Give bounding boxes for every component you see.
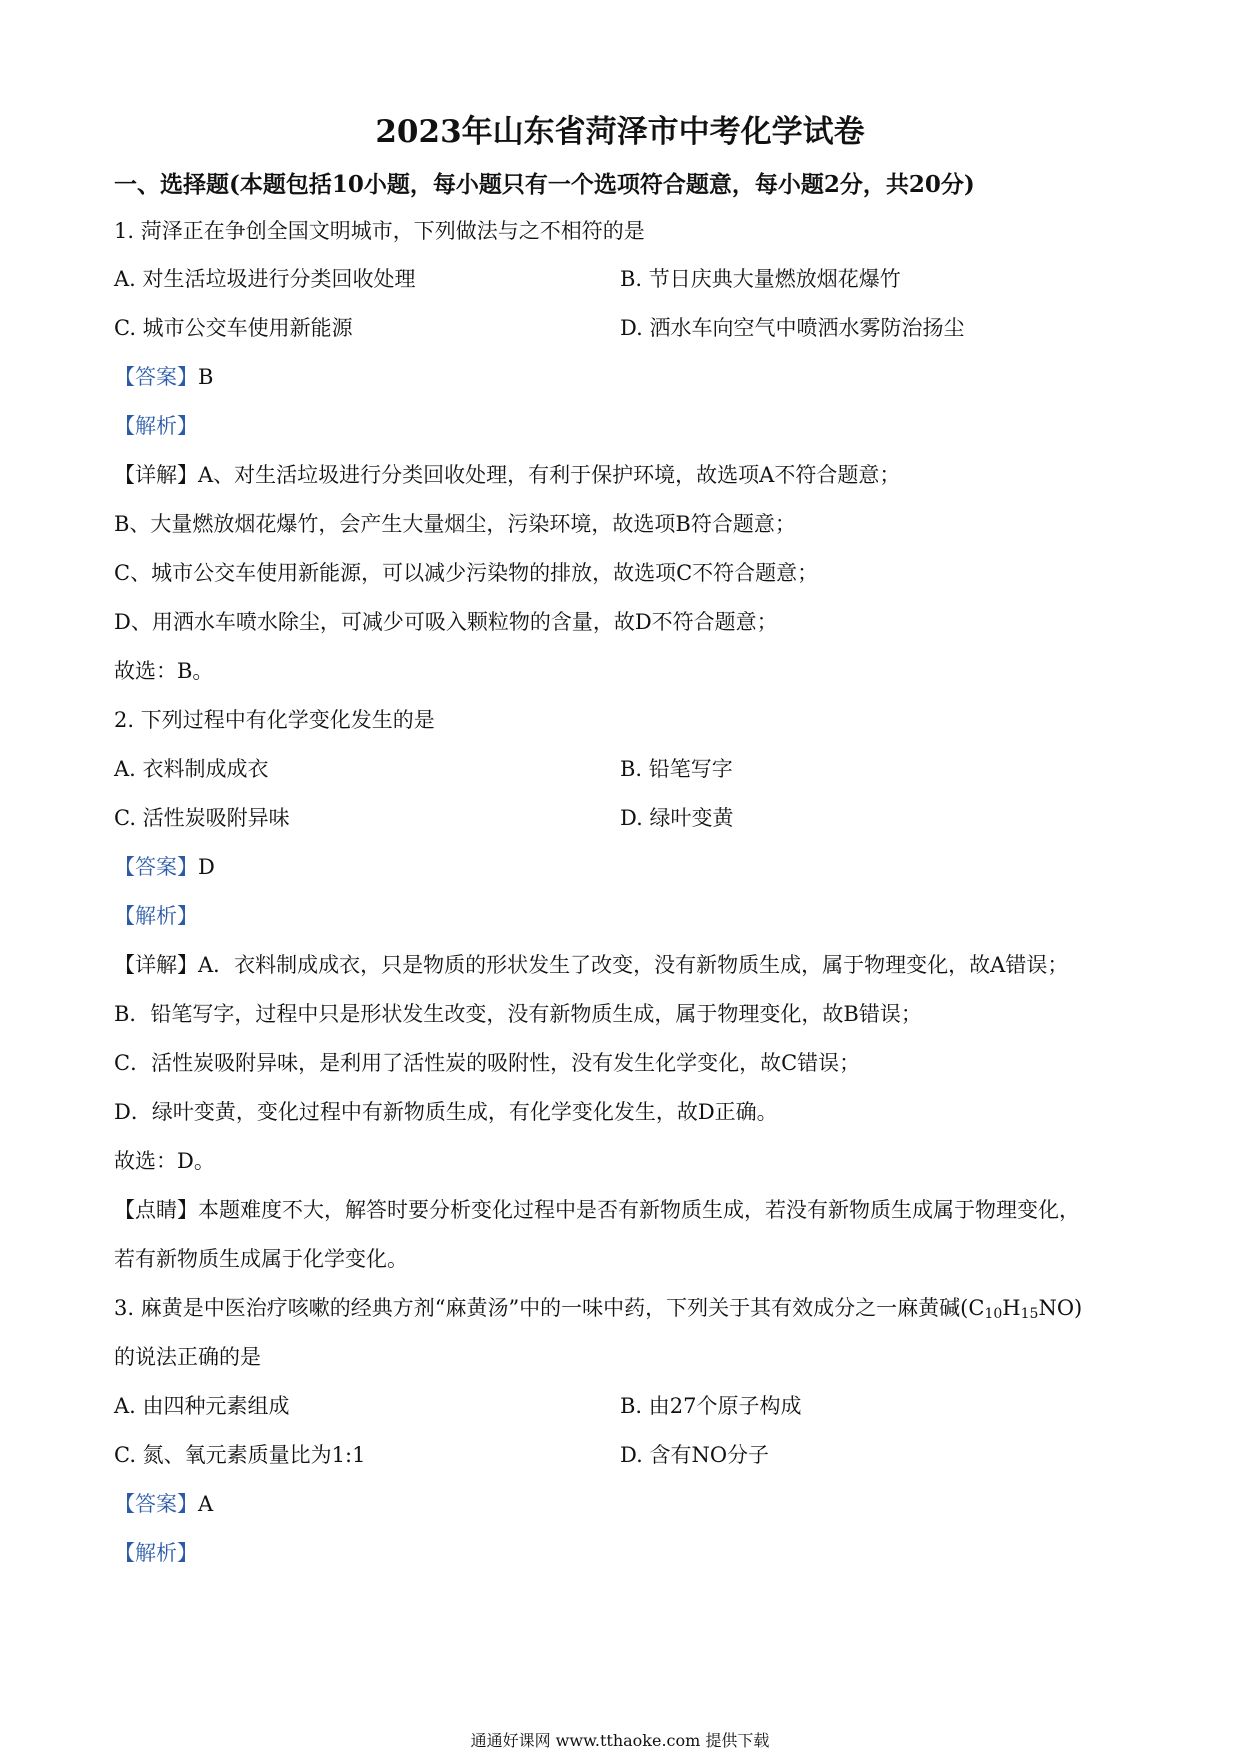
q2-stem: 2. 下列过程中有化学变化发生的是 [114, 708, 435, 732]
analysis-tag: 【解析】 [114, 1541, 198, 1565]
q3-stem-pre: 3. 麻黄是中医治疗咳嗽的经典方剂“麻黄汤”中的一味中药，下列关于其有效成分之一麻黄碱(C [114, 1296, 985, 1320]
comment-tag: 【点睛】 [114, 1198, 198, 1222]
q2-analysis [114, 901, 198, 931]
q2-detail-1 [114, 950, 1068, 980]
q1-answer [114, 362, 213, 392]
q3-stem-post: NO) [1038, 1296, 1083, 1320]
q2-option-b: B. 铅笔写字 [620, 757, 733, 781]
q2-answer-value: D [198, 855, 215, 879]
detail-tag: 【详解】 [114, 463, 198, 487]
q1-option-b: B. 节日庆典大量燃放烟花爆竹 [620, 267, 901, 291]
q1-choice: 故选：B。 [114, 659, 214, 683]
q2-comment-1 [114, 1195, 1080, 1225]
footer-watermark: 通通好课网 www.tthaoke.com 提供下载 [470, 1731, 770, 1750]
answer-tag: 【答案】 [114, 365, 198, 389]
q2-detail-2: B．铅笔写字，过程中只是形状发生改变，没有新物质生成，属于物理变化，故B错误； [114, 1002, 922, 1026]
q3-option-a: A. 由四种元素组成 [114, 1394, 290, 1418]
q2-option-d: D. 绿叶变黄 [620, 806, 734, 830]
q1-detail-4: D、用洒水车喷水除尘，可减少可吸入颗粒物的含量，故D不符合题意； [114, 610, 778, 634]
q3-answer-value: A [198, 1492, 214, 1516]
q1-analysis [114, 411, 198, 441]
q2-detail-3: C．活性炭吸附异味，是利用了活性炭的吸附性，没有发生化学变化，故C错误； [114, 1051, 861, 1075]
q2-option-a: A. 衣料制成成衣 [114, 757, 269, 781]
q3-stem-2: 的说法正确的是 [114, 1345, 261, 1369]
q3-option-c: C. 氮、氧元素质量比为1:1 [114, 1443, 366, 1467]
answer-tag: 【答案】 [114, 1492, 198, 1516]
q1-stem: 1. 菏泽正在争创全国文明城市，下列做法与之不相符的是 [114, 219, 645, 243]
q2-detail-4: D．绿叶变黄，变化过程中有新物质生成，有化学变化发生，故D正确。 [114, 1100, 778, 1124]
q3-sub-1: 10 [984, 1306, 1003, 1322]
q2-comment-2: 若有新物质生成属于化学变化。 [114, 1247, 408, 1271]
q1-detail-1 [114, 460, 900, 490]
answer-tag: 【答案】 [114, 855, 198, 879]
q1-detail-3: C、城市公交车使用新能源，可以减少污染物的排放，故选项C不符合题意； [114, 561, 819, 585]
q1-detail-2: B、大量燃放烟花爆竹，会产生大量烟尘，污染环境，故选项B符合题意； [114, 512, 796, 536]
q2-choice: 故选：D。 [114, 1149, 215, 1173]
q3-answer [114, 1489, 213, 1519]
q2-comment-1-text: 本题难度不大，解答时要分析变化过程中是否有新物质生成，若没有新物质生成属于物理变化， [198, 1198, 1080, 1222]
q3-analysis [114, 1538, 198, 1568]
q3-stem [114, 1293, 1082, 1329]
q2-detail-1-text: A．衣料制成成衣，只是物质的形状发生了改变，没有新物质生成，属于物理变化，故A错误； [198, 953, 1069, 977]
page-title: 2023年山东省菏泽市中考化学试卷 [375, 114, 865, 150]
q2-option-c: C. 活性炭吸附异味 [114, 806, 290, 830]
q3-stem-mid: H [1002, 1296, 1021, 1320]
q1-option-c: C. 城市公交车使用新能源 [114, 316, 353, 340]
detail-tag: 【详解】 [114, 953, 198, 977]
q2-answer [114, 852, 215, 882]
q3-option-d: D. 含有NO分子 [620, 1443, 770, 1467]
q3-option-b: B. 由27个原子构成 [620, 1394, 802, 1418]
q3-sub-2: 15 [1020, 1306, 1039, 1322]
q1-option-d: D. 洒水车向空气中喷洒水雾防治扬尘 [620, 316, 965, 340]
q1-answer-value: B [198, 365, 214, 389]
section-heading: 一、选择题(本题包括10小题，每小题只有一个选项符合题意，每小题2分，共20分) [114, 171, 975, 198]
analysis-tag: 【解析】 [114, 904, 198, 928]
analysis-tag: 【解析】 [114, 414, 198, 438]
q1-detail-1-text: A、对生活垃圾进行分类回收处理，有利于保护环境，故选项A不符合题意； [198, 463, 901, 487]
q1-option-a: A. 对生活垃圾进行分类回收处理 [114, 267, 416, 291]
